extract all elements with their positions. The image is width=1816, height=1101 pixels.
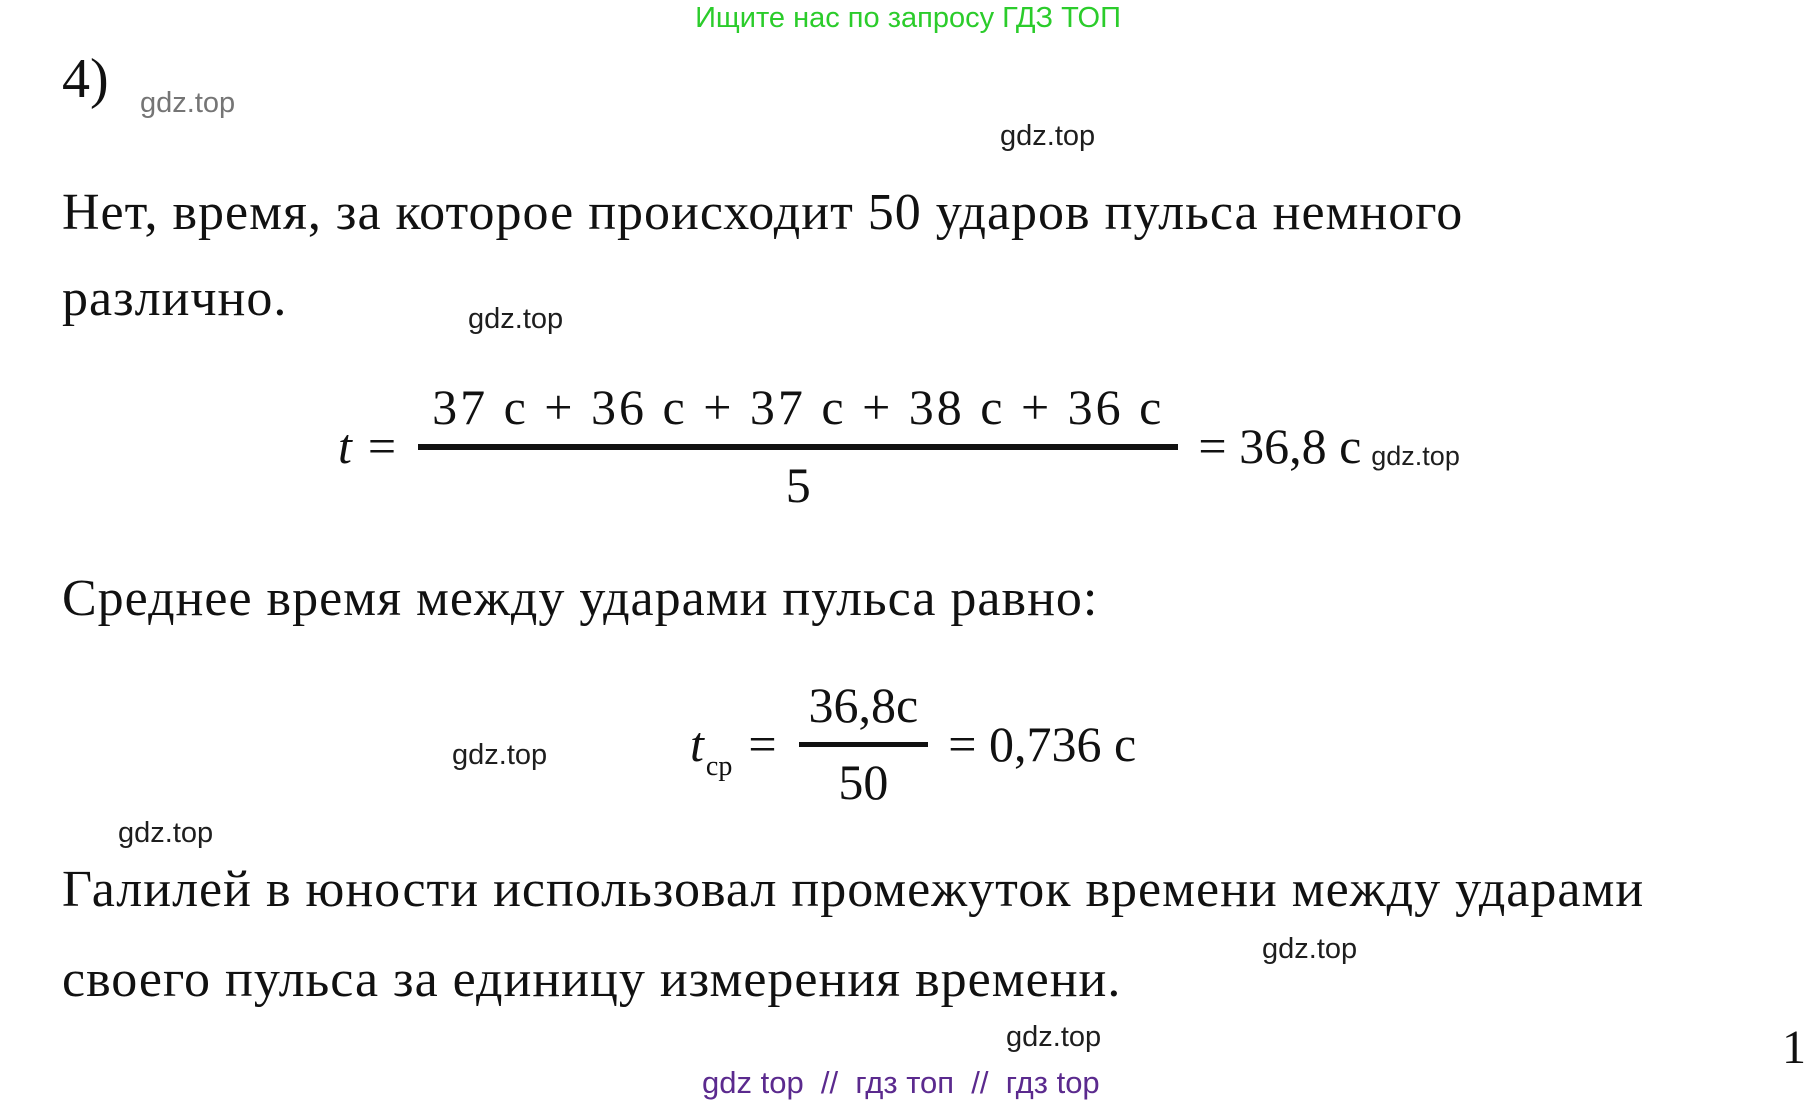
watermark-gdz-top: gdz.top xyxy=(452,739,548,771)
watermark-gdz-top: gdz.top xyxy=(118,817,214,849)
answer-paragraph3-line2: своего пульса за единицу измерения времени. xyxy=(62,951,1122,1008)
formula-variable: $t_{ср}$ xyxy=(690,715,733,782)
equals-sign: = xyxy=(748,715,777,772)
formula-total-time xyxy=(338,378,1460,514)
problem-number: 4) xyxy=(62,48,109,110)
formula-result: = 36,8 с xyxy=(1198,418,1362,474)
formula-average-beat-time xyxy=(690,676,1136,811)
fraction-denominator: 50 xyxy=(838,754,889,810)
promo-banner: Ищите нас по запросу ГДЗ ТОП xyxy=(695,2,1121,34)
answer-paragraph2: Среднее время между ударами пульса равно: xyxy=(62,570,1099,627)
answer-paragraph1-line1: Нет, время, за которое происходит 50 ударов пульса немного xyxy=(62,184,1464,241)
equals-sign: = xyxy=(367,418,397,474)
watermark-gdz-top: gdz.top xyxy=(1262,933,1358,965)
watermark-gdz-top: gdz.top xyxy=(468,303,564,335)
footer-search-queries: gdz top // гдз топ // гдз top xyxy=(702,1065,1100,1100)
watermark-gdz-top: gdz.top xyxy=(1371,441,1460,471)
fraction xyxy=(799,676,929,811)
watermark-gdz-top: gdz.top xyxy=(1006,1021,1102,1053)
fraction-numerator: 36,8с xyxy=(799,676,929,747)
page-number: 1 xyxy=(1782,1021,1806,1074)
answer-paragraph1-line2: различно. xyxy=(62,270,288,327)
fraction-denominator: 5 xyxy=(785,457,811,513)
variable-subscript: ср xyxy=(705,750,733,782)
formula-variable: t xyxy=(338,418,352,474)
answer-paragraph3-line1: Галилей в юности использовал промежуток времени между ударами xyxy=(62,861,1645,918)
fraction-numerator: 37 с + 36 с + 37 с + 38 с + 36 с xyxy=(418,378,1178,450)
formula-result: = 0,736 с xyxy=(948,715,1137,772)
watermark-gdz-top: gdz.top xyxy=(1000,120,1096,152)
watermark-gdz-top: gdz.top xyxy=(140,87,236,119)
fraction xyxy=(418,378,1178,514)
